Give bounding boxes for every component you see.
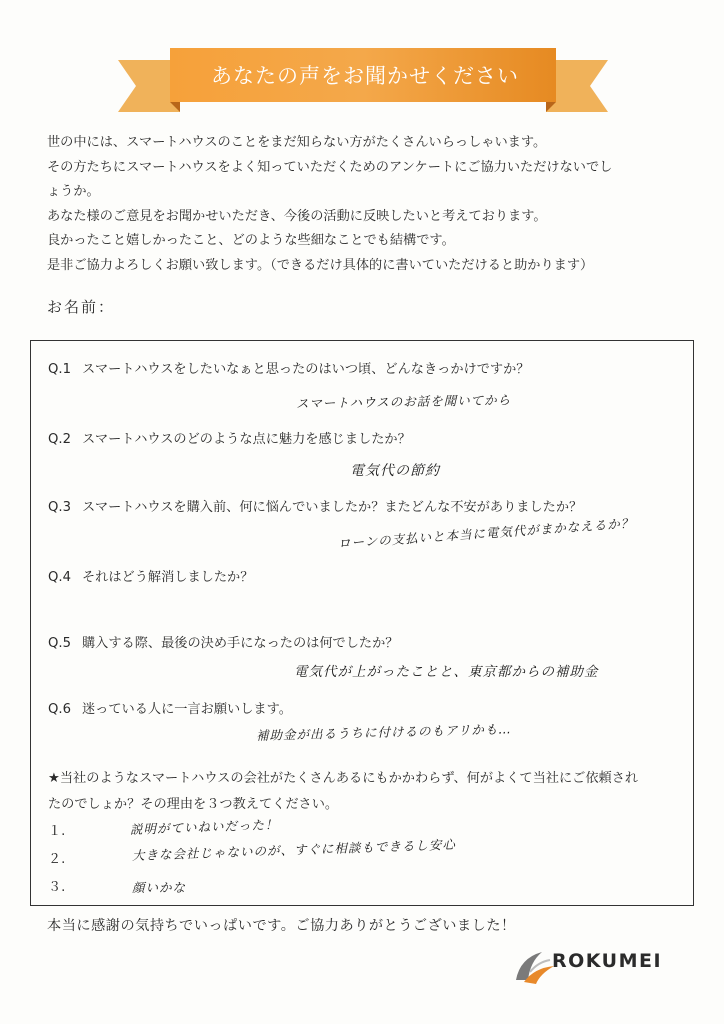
question-6	[48, 698, 292, 717]
answer-5: 電気代が上がったことと、東京都からの補助金	[294, 664, 599, 680]
question-number: Q.4	[48, 570, 71, 585]
reason-answer-1: 説明がていねいだった！	[129, 816, 279, 837]
question-5	[48, 632, 399, 651]
reasons-prompt	[48, 766, 668, 818]
logo-text: ROKUMEI	[552, 950, 663, 972]
question-number: Q.3	[48, 500, 71, 515]
reasons-prompt-line: ★当社のようなスマートハウスの会社がたくさんあるにもかかわらず、何がよくて当社にご依頼され	[48, 771, 639, 786]
reason-number: １.	[48, 824, 66, 839]
intro-line: 世の中には、スマートハウスのことをまだ知らない方がたくさんいらっしゃいます。	[47, 135, 547, 150]
question-number: Q.2	[48, 432, 71, 447]
question-text: それはどう解消しましたか？	[82, 570, 254, 585]
question-text: スマートハウスをしたいなぁと思ったのはいつ頃、どんなきっかけですか？	[82, 362, 530, 377]
question-4	[48, 566, 253, 585]
question-text: スマートハウスのどのような点に魅力を感じましたか？	[82, 432, 411, 447]
reason-answer-2: 大きな会社じゃないのが、すぐに相談もできるし安心	[131, 836, 457, 863]
question-number: Q.6	[48, 702, 71, 717]
answer-3: ローンの支払いと本当に電気代がまかなえるか？	[337, 515, 635, 551]
intro-line: ょうか。	[47, 184, 100, 200]
intro-line: あなた様のご意見をお聞かせいただき、今後の活動に反映したいと考えております。	[47, 208, 547, 224]
question-text: 迷っている人に一言お願いします。	[82, 702, 292, 717]
reason-answer-3: 顔いかな	[132, 880, 187, 895]
question-number: Q.5	[48, 636, 71, 651]
intro-line: 是非ご協力よろしくお願い致します。（できるだけ具体的に書いていただけると助かります）	[47, 257, 594, 273]
reasons-prompt-line: たのでしょか？その理由を３つ教えてください。	[48, 797, 339, 812]
reason-number: ３.	[48, 880, 66, 895]
intro-text	[47, 131, 697, 279]
banner-title: あなたの声をお聞かせください	[211, 64, 519, 88]
thanks-message: 本当に感謝の気持ちでいっぱいです。ご協力ありがとうございました！	[47, 918, 516, 934]
question-text: 購入する際、最後の決め手になったのは何でしたか？	[82, 636, 399, 651]
reason-number: ２.	[48, 852, 66, 867]
answer-1: スマートハウスのお話を聞いてから	[295, 392, 512, 411]
name-label: お名前：	[47, 298, 116, 316]
question-3	[48, 496, 582, 515]
intro-line: 良かったこと嬉しかったこと、どのような些細なことでも結構です。	[47, 233, 455, 249]
question-2	[48, 428, 411, 447]
question-text: スマートハウスを購入前、何に悩んでいましたか？またどんな不安がありましたか？	[82, 500, 583, 515]
question-1	[48, 358, 529, 377]
answer-2: 電気代の節約	[350, 463, 440, 479]
intro-line: その方たちにスマートハウスをよく知っていただくためのアンケートにご協力いただけないでし	[47, 159, 613, 175]
answer-6: 補助金が出るうちに付けるのもアリかも…	[255, 721, 513, 743]
question-number: Q.1	[48, 362, 71, 377]
